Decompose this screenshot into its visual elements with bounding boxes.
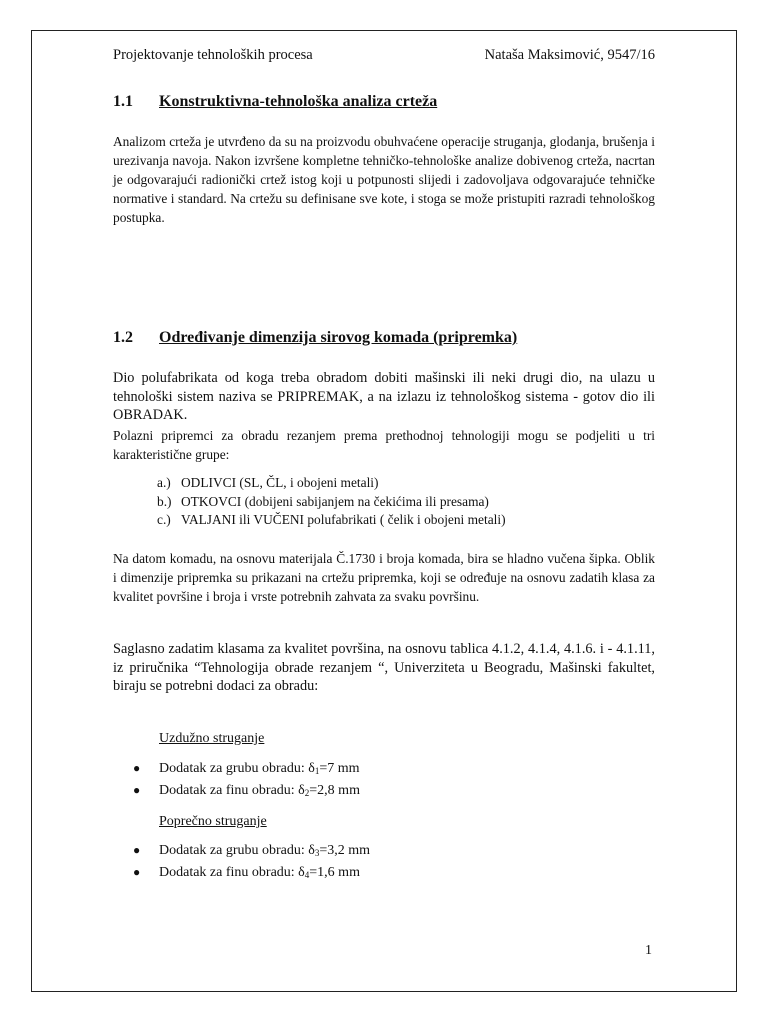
allowance-value: =3,2 mm [319, 843, 371, 858]
list-item-letter: a.) [157, 475, 171, 490]
section-2-heading [113, 329, 517, 347]
list-item-letter: b.) [157, 493, 172, 509]
allowance-index: 3 [314, 848, 320, 858]
poprecno-struganje-title: Poprečno struganje [159, 814, 267, 829]
allowance-index: 4 [304, 869, 310, 880]
allowance-value: =2,8 mm [309, 782, 360, 798]
allowance-label: Dodatak za finu obradu: δ [159, 864, 305, 880]
section-1-heading [113, 93, 437, 111]
list-item [133, 759, 360, 781]
bullet-icon: ● [133, 864, 141, 879]
allowance-index: 2 [304, 787, 310, 798]
section-2-paragraph-2: Polazni pripremci za obradu rezanjem prema prethodnoj tehnologiji mogu se podjeliti u tri karakteristične grupe: [113, 428, 655, 462]
list-item-letter: c.) [157, 512, 171, 527]
allowance-value: =7 mm [319, 761, 360, 776]
allowance-label: Dodatak za grubu obradu: δ [159, 843, 315, 858]
list-item-text: ODLIVCI (SL, ČL, i obojeni metali) [181, 475, 379, 490]
section-1-title: Konstruktivna-tehnološka analiza crteža [159, 93, 438, 110]
allowance-label: Dodatak za grubu obradu: δ [159, 761, 315, 776]
allowance-index: 1 [314, 766, 320, 776]
bullet-icon: ● [133, 761, 141, 775]
list-item-text: OTKOVCI (dobijeni sabijanjem na čekićima ili presama) [181, 493, 489, 509]
header-author: Nataša Maksimović, 9547/16 [484, 47, 655, 63]
allowance-label: Dodatak za finu obradu: δ [159, 782, 305, 798]
section-2-paragraph-4: Saglasno zadatim klasama za kvalitet površina, na osnovu tablica 4.1.2, 4.1.4, 4.1.6. i - 4.1.11, iz priručnika “Tehnologija obrade rezanjem “, Univerziteta u Beogradu, Mašinski fakultet, biraju se potrebni dodaci za obradu: [113, 641, 655, 695]
list-item [157, 474, 506, 493]
section-1-paragraph: Analizom crteža je utvrđeno da su na proizvodu obuhvaćene operacije struganja, glodanja, brušenja i urezivanja navoja. Nakon izvršene kompletne tehničko-tehnološke analize dobivenog crteža, nacrtan je odgovarajući radionički crtež istog koji u potpunosti slijedi i zadovoljava odgovarajuće tehničke normative i standard. Na crtežu su definisane sve kote, i stoga se može pristupiti razradi tehnološkog postupka. [113, 134, 655, 225]
page-number: 1 [645, 943, 652, 958]
list-item [133, 841, 370, 863]
list-item [133, 781, 360, 803]
list-item [157, 511, 506, 530]
pripremak-groups-list [157, 474, 506, 530]
list-item [133, 863, 370, 885]
section-2-title: Određivanje dimenzija sirovog komada (pripremka) [159, 329, 518, 346]
uzduzno-struganje-title: Uzdužno struganje [159, 731, 265, 746]
section-2-paragraph-1: Dio polufabrikata od koga treba obradom dobiti mašinski ili neki drugi dio, na ulazu u tehnološki sistem naziva se PRIPREMAK, a na izlazu iz tehnološkog sistema - gotov dio ili OBRADAK. [113, 370, 655, 424]
section-2-paragraph-3: Na datom komadu, na osnovu materijala Č.1730 i broja komada, bira se hladno vučena šipka. Oblik i dimenzije pripremka su prikazani na crtežu pripremka, koji se određuje na osnovu zadatih klasa za kvalitet površine i broja i vrste potrebnih zahvata za svaku površinu. [113, 551, 655, 604]
list-item-text: VALJANI ili VUČENI polufabrikati ( čelik i obojeni metali) [181, 512, 506, 527]
header-course: Projektovanje tehnoloških procesa [113, 47, 313, 63]
uzduzno-struganje-list [133, 759, 360, 802]
allowance-value: =1,6 mm [309, 864, 360, 880]
bullet-icon: ● [133, 782, 141, 797]
section-1-number: 1.1 [113, 93, 133, 110]
bullet-icon: ● [133, 843, 141, 857]
list-item [157, 493, 506, 512]
section-2-number: 1.2 [113, 329, 133, 346]
poprecno-struganje-list [133, 841, 370, 884]
